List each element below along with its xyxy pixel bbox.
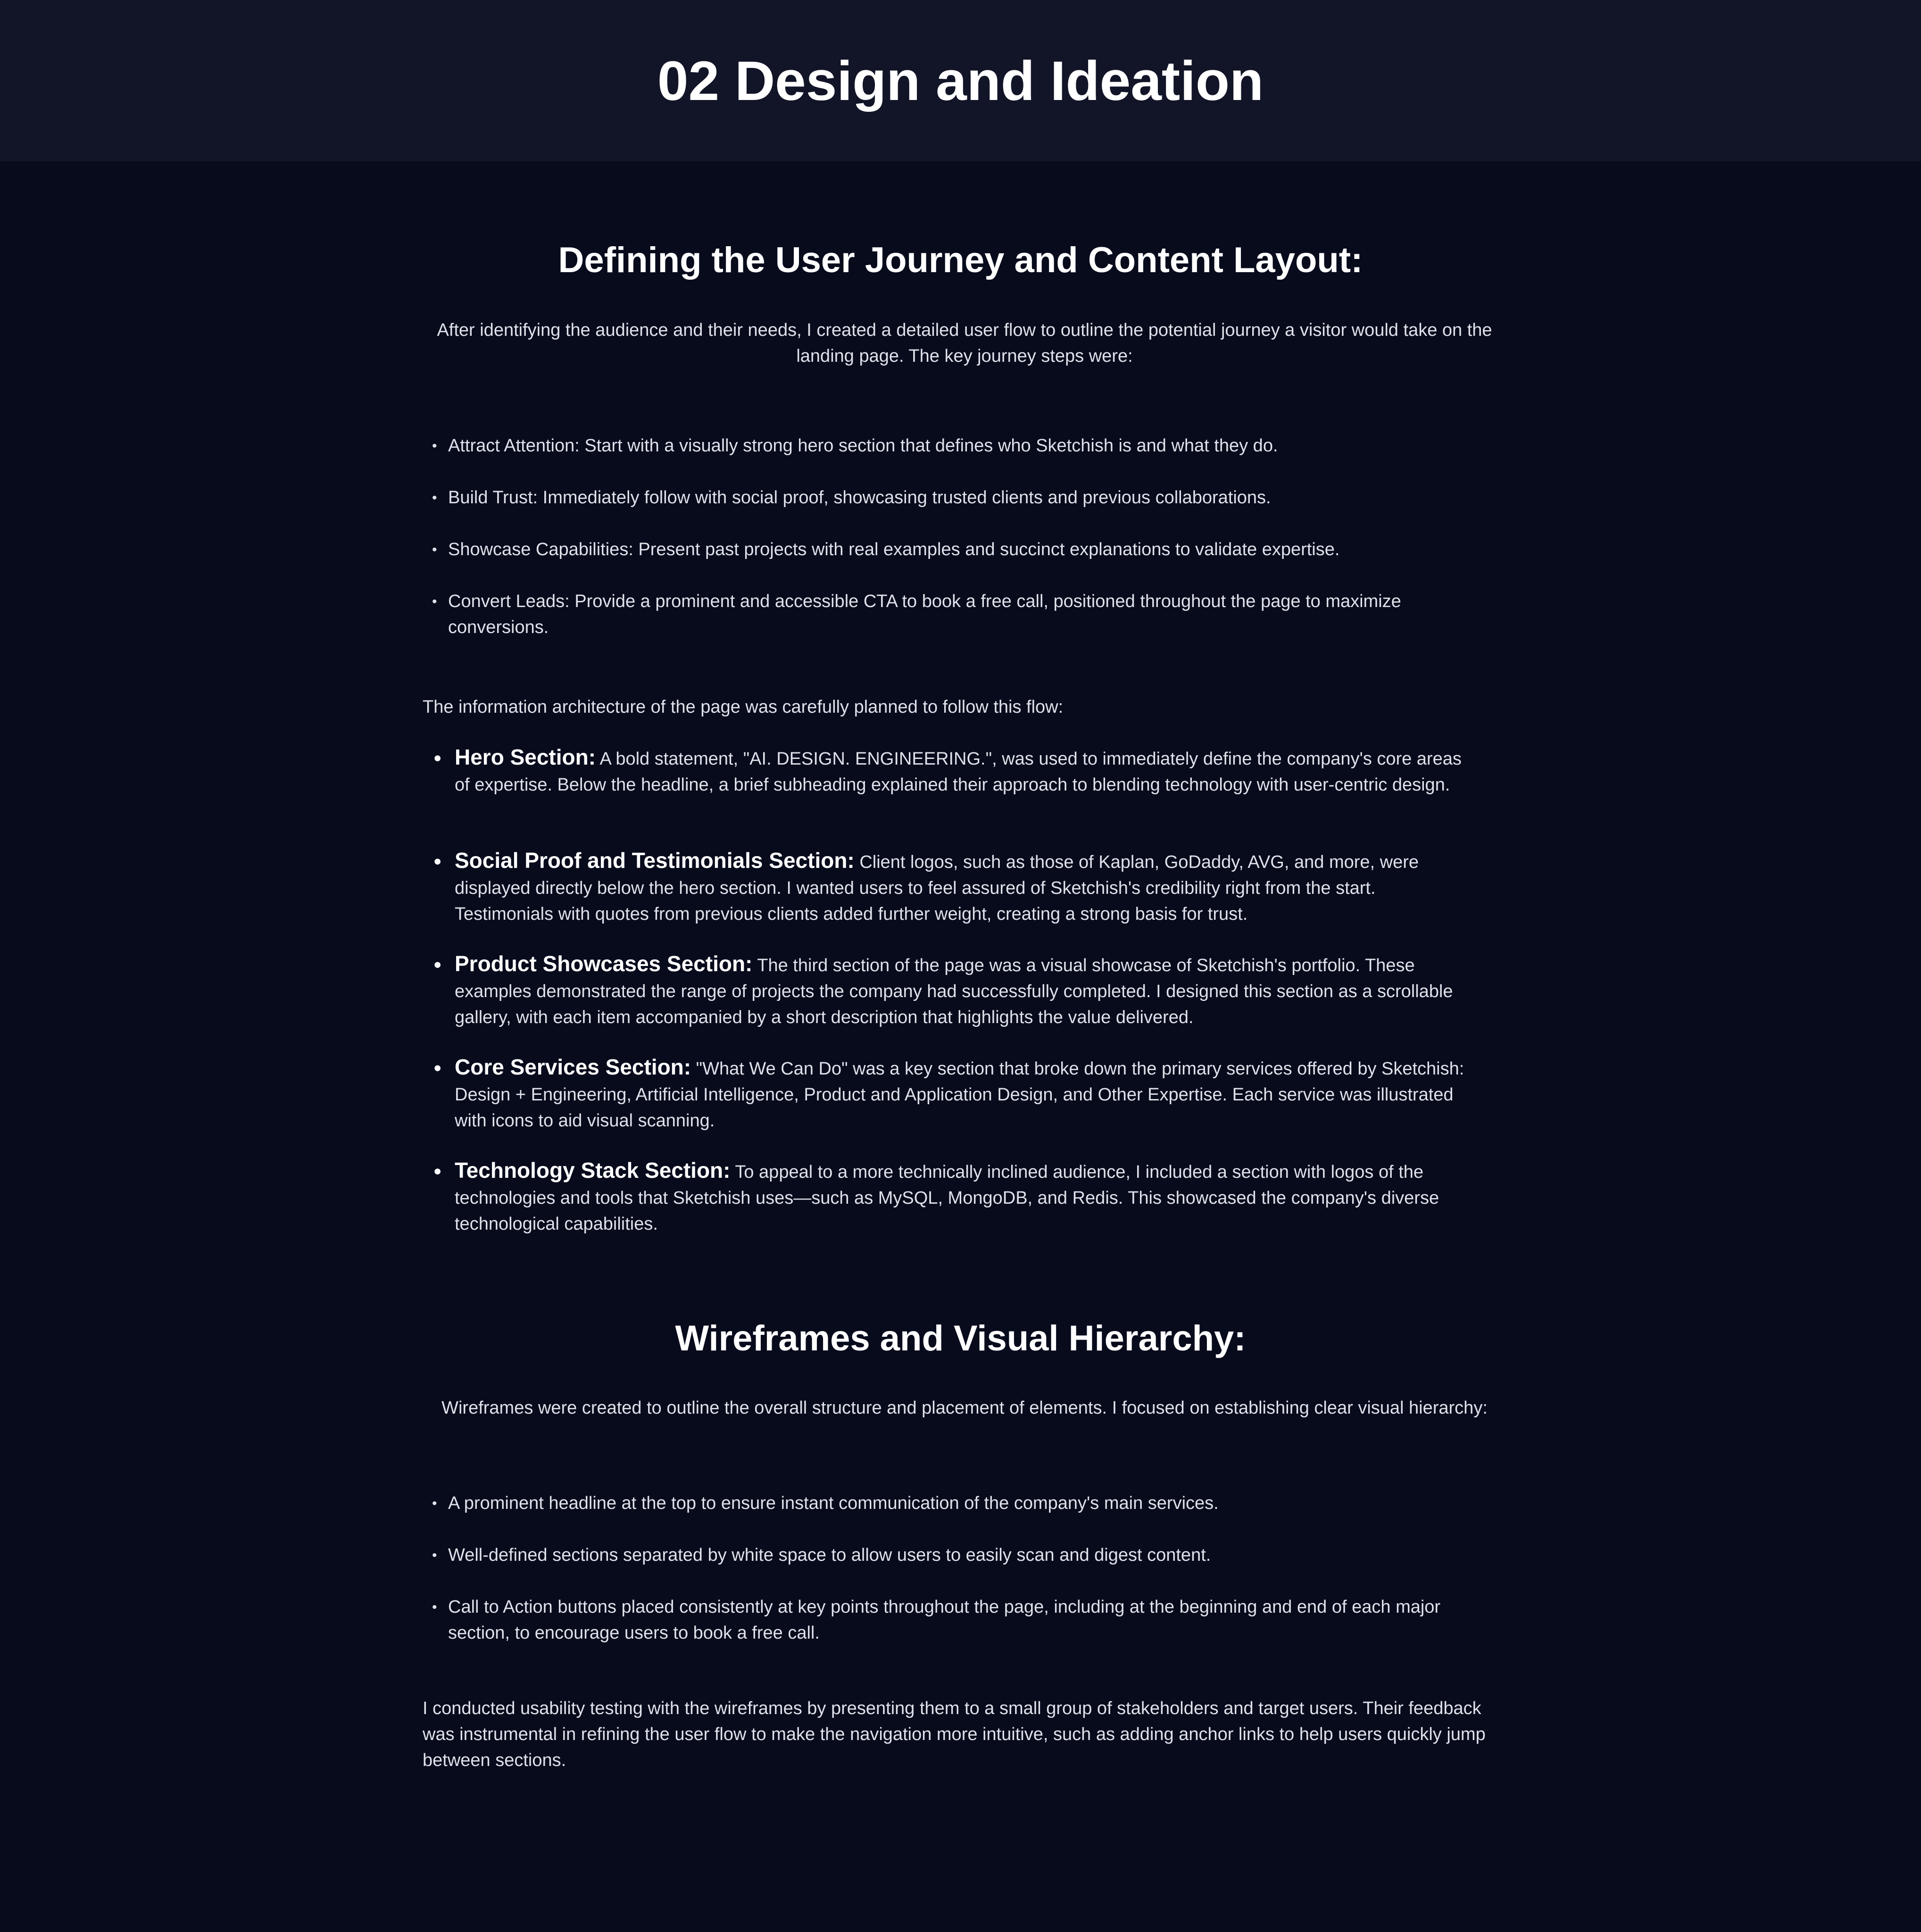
bullet-icon: • [432,1599,437,1615]
wireframes-heading: Wireframes and Visual Hierarchy: [675,1318,1246,1358]
architecture-item-title: Social Proof and Testimonials Section: [455,848,855,873]
architecture-item-text: Client logos, such as those of Kaplan, GoDaddy, AVG, and more, were displayed directly below the hero section. I wanted users to feel assured of Sketchish's credibility right from the start. Testimonials with quotes from previous clients added further weight, creating a strong basis for trust. [455,852,1419,924]
list-item [432,1594,1489,1646]
bullet-icon: • [434,747,441,770]
architecture-item-title: Hero Section: [455,745,596,769]
journey-intro: After identifying the audience and their needs, I created a detailed user flow to outline the potential journey a visitor would take on the landing page. The key journey steps were: [437,320,1492,366]
bullet-icon: • [432,594,437,609]
list-item [432,589,1489,641]
architecture-item-text: "What We Can Do" was a key section that broke down the primary services offered by Sketchish: Design + Engineering, Artificial Intelligence, Product and Application Design, and Other Expertise. Each service was illustrated with icons to aid visual scanning. [455,1059,1464,1131]
bullet-icon: • [432,1496,437,1511]
architecture-item-title: Core Services Section: [455,1055,691,1079]
list-item [432,433,1489,459]
list-item [434,951,1476,1031]
bullet-icon: • [432,542,437,558]
bullet-icon: • [434,953,441,976]
usability-testing-para: I conducted usability testing with the wireframes by presenting them to a small group of stakeholders and target users. Their feedback was instrumental in refining the user flow to make the navigation more intuitive, such as adding anchor links to help users quickly jump between sections. [423,1699,1486,1770]
architecture-item-text: To appeal to a more technically inclined audience, I included a section with logos of the technologies and tools that Sketchish uses—such as MySQL, MongoDB, and Redis. This showcased the company's diverse technological capabilities. [455,1162,1439,1234]
bullet-icon: • [434,1160,441,1183]
architecture-item-text: A bold statement, "AI. DESIGN. ENGINEERING.", was used to immediately define the company's core areas of expertise. Below the headline, a brief subheading explained their approach to blending technology with user-centric design. [455,749,1462,795]
wireframe-point-text: A prominent headline at the top to ensure instant communication of the company's main services. [448,1493,1219,1513]
list-item [432,1542,1489,1568]
bullet-icon: • [434,850,441,873]
page-title: 02 Design and Ideation [657,50,1264,112]
architecture-item-title: Technology Stack Section: [455,1158,731,1183]
wireframes-intro: Wireframes were created to outline the overall structure and placement of elements. I focused on establishing clear visual hierarchy: [441,1398,1488,1418]
list-item [434,848,1476,927]
list-item [432,1491,1489,1516]
list-item [432,485,1489,511]
list-item [434,744,1476,798]
journey-step-text: Attract Attention: Start with a visually strong hero section that defines who Sketchish is and what they do. [448,436,1278,456]
list-item [434,1158,1476,1237]
journey-step-text: Build Trust: Immediately follow with social proof, showcasing trusted clients and previous collaborations. [448,488,1271,508]
journey-heading: Defining the User Journey and Content Layout: [558,240,1363,280]
list-item [432,537,1489,563]
bullet-icon: • [432,1548,437,1563]
journey-step-text: Convert Leads: Provide a prominent and accessible CTA to book a free call, positioned throughout the page to maximize conversions. [448,591,1401,637]
architecture-intro: The information architecture of the page was carefully planned to follow this flow: [423,697,1064,717]
bullet-icon: • [434,1057,441,1080]
wireframe-point-text: Well-defined sections separated by white space to allow users to easily scan and digest content. [448,1545,1211,1565]
architecture-item-text: The third section of the page was a visual showcase of Sketchish's portfolio. These examples demonstrated the range of projects the company had successfully completed. I designed this section as a scrollable gallery, with each item accompanied by a short description that highlights the value delivered. [455,956,1453,1027]
page-header [0,0,1921,161]
journey-step-text: Showcase Capabilities: Present past projects with real examples and succinct explanations to validate expertise. [448,540,1340,559]
list-item [434,1054,1476,1134]
bullet-icon: • [432,438,437,454]
wireframe-point-text: Call to Action buttons placed consistently at key points throughout the page, including at the beginning and end of each major section, to encourage users to book a free call. [448,1597,1441,1643]
architecture-item-title: Product Showcases Section: [455,951,753,976]
bullet-icon: • [432,490,437,506]
